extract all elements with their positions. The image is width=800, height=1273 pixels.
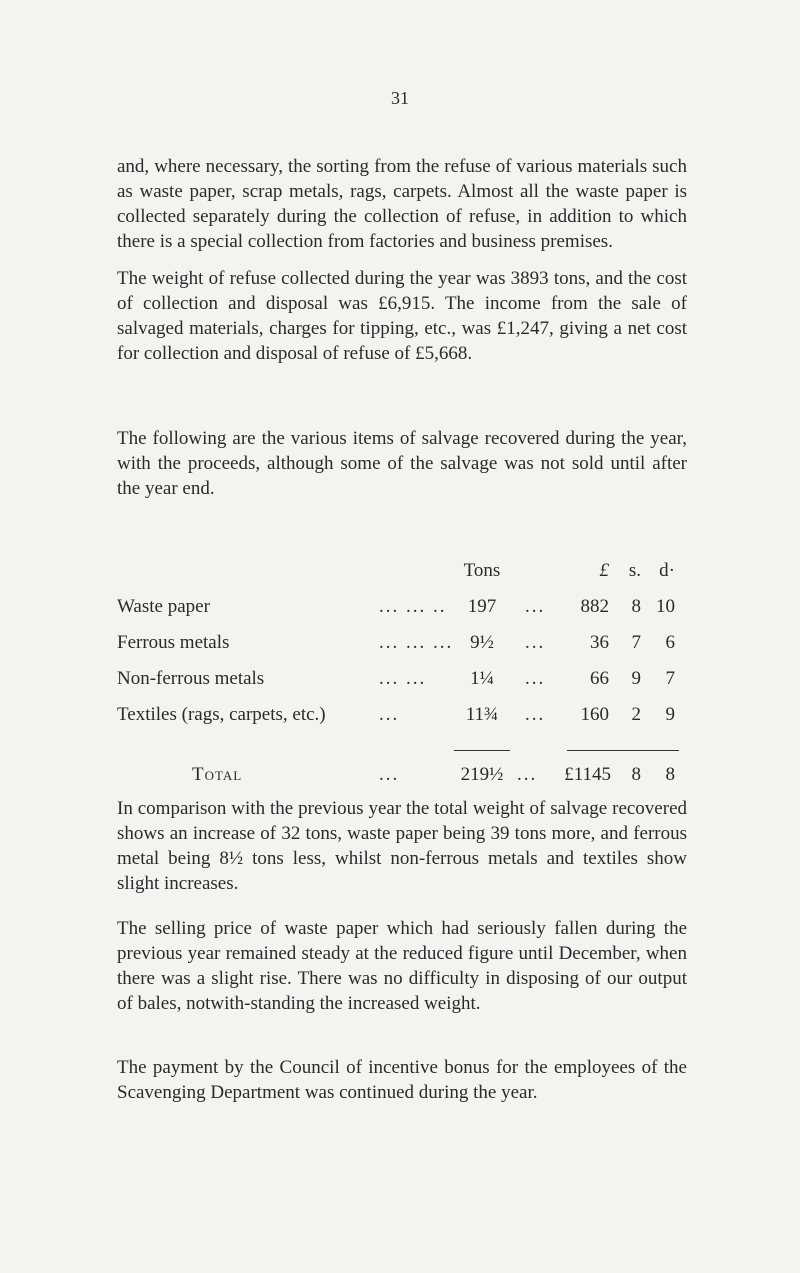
row-tons: 11¾ bbox=[465, 704, 499, 725]
paragraph-comparison: In comparison with the previous year the total weight of salvage recovered shows an increase of 32 tons, waste paper being 39 tons more, and ferrous metal being 8½ tons less, whilst non-ferrous metals and textiles show slight increases. bbox=[117, 798, 687, 894]
row-shillings: 7 bbox=[631, 632, 641, 653]
leader-dots: ... bbox=[379, 704, 400, 725]
header-pence: d· bbox=[659, 560, 675, 581]
total-shillings: 8 bbox=[631, 764, 641, 785]
row-item-label: Ferrous metals bbox=[117, 632, 230, 653]
row-item-label: Waste paper bbox=[117, 596, 210, 617]
table-header-row bbox=[117, 560, 697, 586]
row-pence: 10 bbox=[656, 596, 675, 617]
leader-dots: ... bbox=[517, 764, 538, 785]
row-tons: 1¼ bbox=[470, 668, 494, 689]
total-rule-tons bbox=[454, 750, 510, 751]
leader-dots: ... bbox=[525, 668, 546, 689]
total-tons: 219½ bbox=[460, 764, 504, 785]
total-rule-money bbox=[567, 750, 679, 751]
leader-dots: ... bbox=[379, 764, 400, 785]
row-pounds: 160 bbox=[580, 704, 609, 725]
row-item-label: Textiles (rags, carpets, etc.) bbox=[117, 704, 326, 725]
row-item-label: Non-ferrous metals bbox=[117, 668, 265, 689]
row-pounds: 36 bbox=[590, 632, 609, 653]
paragraph-refuse-weight: The weight of refuse collected during the year was 3893 tons, and the cost of collection and disposal was £6,915. The income from the sale of salvaged materials, charges for tipping, etc., was £1,247, giving a net cost for collection and disposal of refuse of £5,668. bbox=[117, 268, 687, 364]
paragraph-salvage-intro: The following are the various items of salvage recovered during the year, with the proceeds, although some of the salvage was not sold until after the year end. bbox=[117, 428, 687, 499]
row-shillings: 8 bbox=[631, 596, 641, 617]
header-pounds: £ bbox=[599, 560, 609, 581]
header-shillings: s. bbox=[628, 560, 641, 581]
leader-dots: ... bbox=[525, 704, 546, 725]
paragraph-incentive-bonus: The payment by the Council of incentive bonus for the employees of the Scavenging Department was continued during the year. bbox=[117, 1057, 687, 1103]
table-row bbox=[117, 704, 697, 730]
leader-dots: ... ... bbox=[379, 668, 427, 689]
table-row bbox=[117, 632, 697, 658]
row-pence: 6 bbox=[665, 632, 675, 653]
total-pounds: £1145 bbox=[564, 764, 611, 785]
row-pounds: 66 bbox=[590, 668, 609, 689]
table-row bbox=[117, 596, 697, 622]
table-row bbox=[117, 668, 697, 694]
row-shillings: 9 bbox=[631, 668, 641, 689]
row-pounds: 882 bbox=[580, 596, 609, 617]
leader-dots: ... ... .. bbox=[379, 596, 447, 617]
table-total-row bbox=[117, 764, 697, 790]
total-label: Total bbox=[192, 764, 243, 785]
leader-dots: ... bbox=[525, 596, 546, 617]
row-tons: 9½ bbox=[470, 632, 494, 653]
row-pence: 9 bbox=[665, 704, 675, 725]
row-shillings: 2 bbox=[631, 704, 641, 725]
paragraph-selling-price: The selling price of waste paper which had seriously fallen during the previous year remained steady at the reduced figure until December, when there was a slight rise. There was no difficulty in disposing of our output of bales, notwith-standing the increased weight. bbox=[117, 918, 687, 1014]
total-pence: 8 bbox=[665, 764, 675, 785]
header-tons: Tons bbox=[463, 560, 501, 581]
leader-dots: ... bbox=[525, 632, 546, 653]
page-number: 31 bbox=[391, 88, 409, 108]
leader-dots: ... ... ... bbox=[379, 632, 454, 653]
row-pence: 7 bbox=[665, 668, 675, 689]
row-tons: 197 bbox=[467, 596, 497, 617]
paragraph-sorting: and, where necessary, the sorting from the refuse of various materials such as waste paper, scrap metals, rags, carpets. Almost all the waste paper is collected separately during the collection of refuse, in addition to which there is a special collection from factories and business premises. bbox=[117, 156, 687, 252]
